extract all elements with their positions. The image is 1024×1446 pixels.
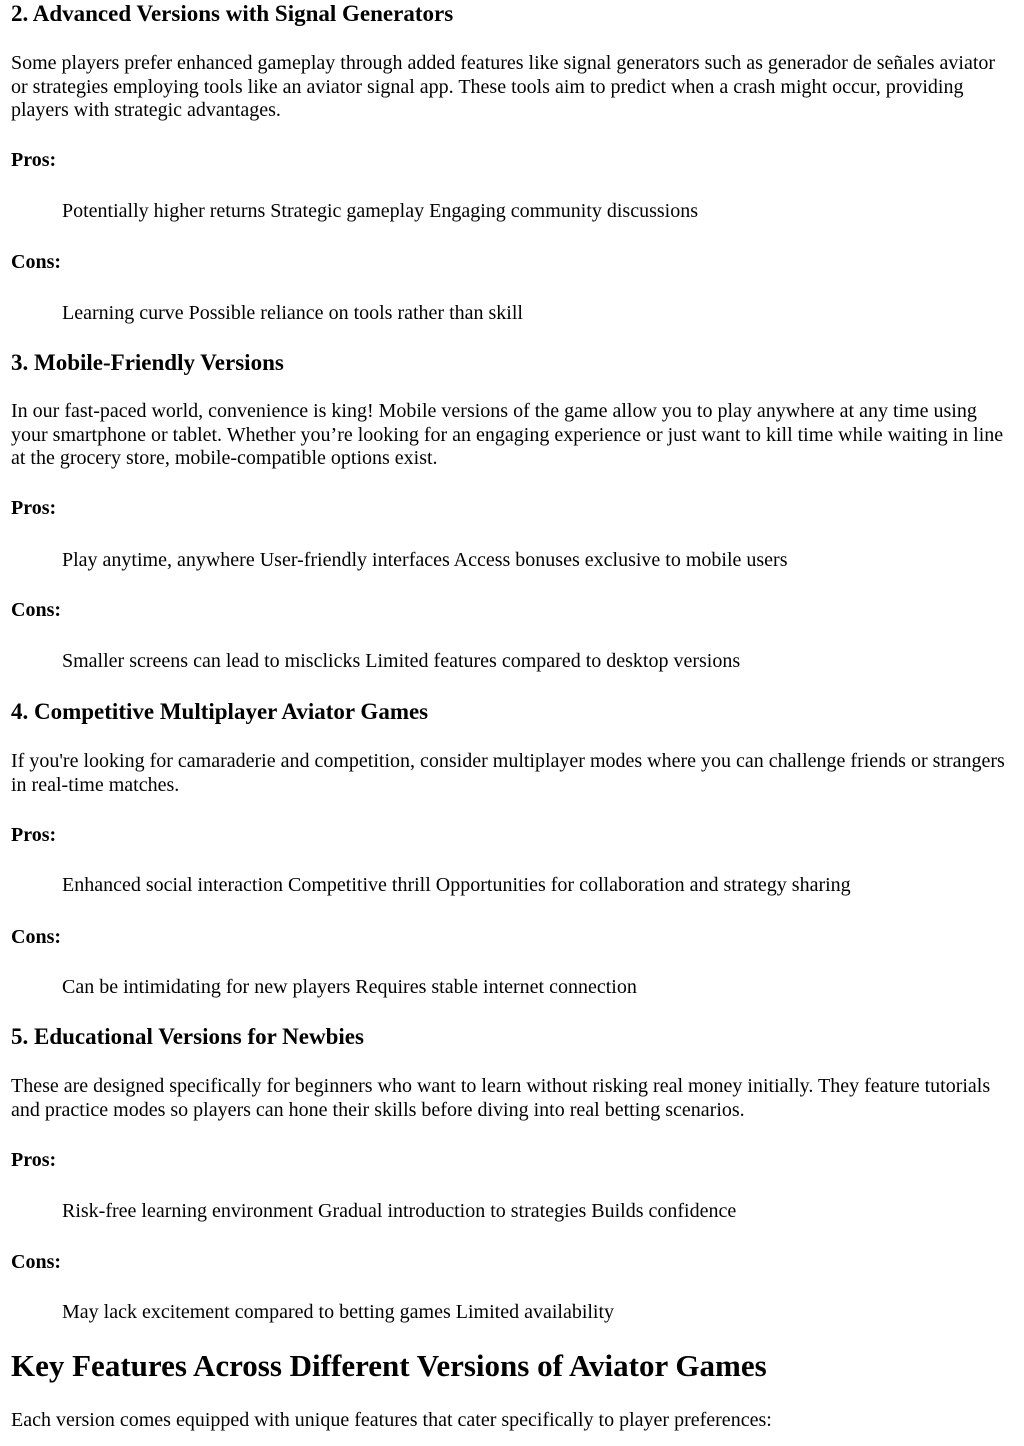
section-heading-mobile-friendly: 3. Mobile-Friendly Versions	[11, 350, 284, 375]
pros-label: Pros:	[11, 1149, 57, 1171]
cons-label: Cons:	[11, 1251, 62, 1273]
cons-list: Smaller screens can lead to misclicks Limited features compared to desktop versions	[62, 650, 741, 672]
section-heading-multiplayer: 4. Competitive Multiplayer Aviator Games	[11, 699, 429, 724]
pros-list: Enhanced social interaction Competitive thrill Opportunities for collaboration and strategy sharing	[62, 874, 851, 896]
pros-list: Potentially higher returns Strategic gameplay Engaging community discussions	[62, 200, 698, 222]
pros-list: Risk-free learning environment Gradual introduction to strategies Builds confidence	[62, 1200, 737, 1222]
section-paragraph-signal-generators: Some players prefer enhanced gameplay through added features like signal generators such as generador de señales aviator or strategies employing tools like an aviator signal app. These tools aim to predict when a crash might occur, providing players with strategic advantages.	[11, 52, 996, 121]
cons-label: Cons:	[11, 251, 62, 273]
key-features-heading: Key Features Across Different Versions of Aviator Games	[11, 1348, 767, 1383]
pros-label: Pros:	[11, 824, 57, 846]
section-paragraph-mobile-friendly: In our fast-paced world, convenience is king! Mobile versions of the game allow you to play anywhere at any time using your smartphone or tablet. Whether you’re looking for an engaging experience or just want to kill time while waiting in line at the grocery store, mobile-compatible options exist.	[11, 400, 1004, 469]
cons-list: Can be intimidating for new players Requires stable internet connection	[62, 976, 637, 998]
section-heading-signal-generators: 2. Advanced Versions with Signal Generators	[11, 1, 454, 26]
section-paragraph-educational: These are designed specifically for beginners who want to learn without risking real money initially. They feature tutorials and practice modes so players can hone their skills before diving into real betting scenarios.	[11, 1075, 991, 1121]
section-paragraph-multiplayer: If you're looking for camaraderie and competition, consider multiplayer modes where you can challenge friends or strangers in real-time matches.	[11, 750, 1005, 796]
cons-list: May lack excitement compared to betting games Limited availability	[62, 1301, 615, 1323]
pros-label: Pros:	[11, 497, 57, 519]
pros-list: Play anytime, anywhere User-friendly interfaces Access bonuses exclusive to mobile users	[62, 549, 788, 571]
cons-label: Cons:	[11, 926, 62, 948]
key-features-intro: Each version comes equipped with unique features that cater specifically to player preferences:	[11, 1409, 772, 1431]
cons-label: Cons:	[11, 599, 62, 621]
cons-list: Learning curve Possible reliance on tools rather than skill	[62, 302, 523, 324]
pros-label: Pros:	[11, 149, 57, 171]
section-heading-educational: 5. Educational Versions for Newbies	[11, 1024, 364, 1049]
